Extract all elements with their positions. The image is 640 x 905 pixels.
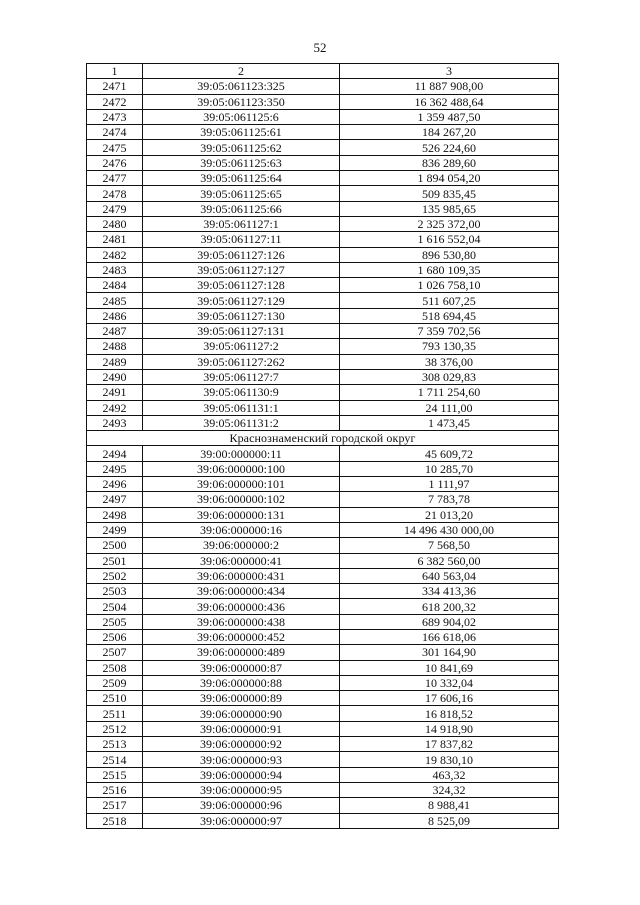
table-row: [87, 125, 559, 140]
table-row: [87, 798, 559, 813]
cadastral-number-cell: 39:06:000000:438: [143, 614, 340, 629]
cadastral-value-cell: 14 918,90: [340, 721, 559, 736]
cadastral-value-cell: 16 362 488,64: [340, 94, 559, 109]
cadastral-number-cell: 39:06:000000:489: [143, 645, 340, 660]
cadastral-value-cell: 10 285,70: [340, 461, 559, 476]
table-row: [87, 415, 559, 430]
table-row: [87, 369, 559, 384]
row-number-cell: 2490: [87, 369, 143, 384]
table-row: [87, 109, 559, 124]
row-number-cell: 2517: [87, 798, 143, 813]
row-number-cell: 2509: [87, 675, 143, 690]
cadastral-number-cell: 39:06:000000:41: [143, 553, 340, 568]
row-number-cell: 2501: [87, 553, 143, 568]
cadastral-number-cell: 39:05:061125:66: [143, 201, 340, 216]
cadastral-value-cell: 14 496 430 000,00: [340, 522, 559, 537]
table-row: [87, 645, 559, 660]
row-number-cell: 2512: [87, 721, 143, 736]
cadastral-number-cell: 39:06:000000:95: [143, 782, 340, 797]
table-row: [87, 782, 559, 797]
row-number-cell: 2474: [87, 125, 143, 140]
row-number-cell: 2492: [87, 400, 143, 415]
cadastral-number-cell: 39:06:000000:94: [143, 767, 340, 782]
cadastral-value-cell: 21 013,20: [340, 507, 559, 522]
cadastral-value-cell: 518 694,45: [340, 308, 559, 323]
cadastral-value-cell: 509 835,45: [340, 186, 559, 201]
table-row: [87, 538, 559, 553]
table-row: [87, 691, 559, 706]
table-row: [87, 446, 559, 461]
row-number-cell: 2483: [87, 262, 143, 277]
row-number-cell: 2488: [87, 339, 143, 354]
cadastral-number-cell: 39:05:061127:128: [143, 278, 340, 293]
table-row: [87, 247, 559, 262]
cadastral-value-cell: 301 164,90: [340, 645, 559, 660]
cadastral-number-cell: 39:05:061125:61: [143, 125, 340, 140]
row-number-cell: 2480: [87, 216, 143, 231]
cadastral-value-cell: 7 783,78: [340, 492, 559, 507]
row-number-cell: 2506: [87, 629, 143, 644]
cadastral-value-cell: 8 525,09: [340, 813, 559, 828]
table-row: [87, 721, 559, 736]
table-row: [87, 752, 559, 767]
cadastral-number-cell: 39:06:000000:97: [143, 813, 340, 828]
cadastral-value-cell: 10 332,04: [340, 675, 559, 690]
cadastral-number-cell: 39:05:061127:131: [143, 324, 340, 339]
cadastral-value-cell: 324,32: [340, 782, 559, 797]
cadastral-number-cell: 39:06:000000:90: [143, 706, 340, 721]
row-number-cell: 2471: [87, 79, 143, 94]
header-row: [87, 64, 559, 79]
cadastral-number-cell: 39:05:061125:62: [143, 140, 340, 155]
cadastral-number-cell: 39:05:061127:7: [143, 369, 340, 384]
row-number-cell: 2510: [87, 691, 143, 706]
table-row: [87, 94, 559, 109]
cadastral-number-cell: 39:06:000000:436: [143, 599, 340, 614]
cadastral-number-cell: 39:05:061127:127: [143, 262, 340, 277]
row-number-cell: 2505: [87, 614, 143, 629]
cadastral-value-cell: 526 224,60: [340, 140, 559, 155]
table-row: [87, 629, 559, 644]
table-row: [87, 584, 559, 599]
cadastral-number-cell: 39:06:000000:452: [143, 629, 340, 644]
row-number-cell: 2478: [87, 186, 143, 201]
cadastral-value-cell: 640 563,04: [340, 568, 559, 583]
cadastral-number-cell: 39:05:061127:129: [143, 293, 340, 308]
cadastral-value-table: [86, 63, 559, 829]
cadastral-value-cell: 45 609,72: [340, 446, 559, 461]
cadastral-value-cell: 793 130,35: [340, 339, 559, 354]
cadastral-value-cell: 16 818,52: [340, 706, 559, 721]
row-number-cell: 2503: [87, 584, 143, 599]
row-number-cell: 2484: [87, 278, 143, 293]
table-row: [87, 400, 559, 415]
row-number-cell: 2494: [87, 446, 143, 461]
cadastral-value-cell: 463,32: [340, 767, 559, 782]
cadastral-number-cell: 39:06:000000:102: [143, 492, 340, 507]
table-row: [87, 155, 559, 170]
table-row: [87, 262, 559, 277]
cadastral-value-cell: 19 830,10: [340, 752, 559, 767]
row-number-cell: 2507: [87, 645, 143, 660]
cadastral-number-cell: 39:05:061127:1: [143, 216, 340, 231]
table-row: [87, 813, 559, 828]
cadastral-number-cell: 39:06:000000:434: [143, 584, 340, 599]
cadastral-number-cell: 39:05:061127:11: [143, 232, 340, 247]
header-cell-3: 3: [340, 64, 559, 79]
cadastral-value-cell: 1 473,45: [340, 415, 559, 430]
table-row: [87, 614, 559, 629]
cadastral-number-cell: 39:05:061123:325: [143, 79, 340, 94]
table-row: [87, 706, 559, 721]
cadastral-value-cell: 184 267,20: [340, 125, 559, 140]
cadastral-value-cell: 689 904,02: [340, 614, 559, 629]
row-number-cell: 2516: [87, 782, 143, 797]
cadastral-number-cell: 39:05:061125:64: [143, 171, 340, 186]
row-number-cell: 2475: [87, 140, 143, 155]
cadastral-value-cell: 8 988,41: [340, 798, 559, 813]
row-number-cell: 2518: [87, 813, 143, 828]
table-row: [87, 293, 559, 308]
cadastral-number-cell: 39:06:000000:431: [143, 568, 340, 583]
cadastral-number-cell: 39:05:061125:65: [143, 186, 340, 201]
row-number-cell: 2514: [87, 752, 143, 767]
cadastral-value-cell: 511 607,25: [340, 293, 559, 308]
row-number-cell: 2476: [87, 155, 143, 170]
cadastral-value-cell: 135 985,65: [340, 201, 559, 216]
table-row: [87, 308, 559, 323]
table-row: [87, 385, 559, 400]
row-number-cell: 2479: [87, 201, 143, 216]
row-number-cell: 2513: [87, 737, 143, 752]
table-row: [87, 461, 559, 476]
row-number-cell: 2477: [87, 171, 143, 186]
row-number-cell: 2485: [87, 293, 143, 308]
row-number-cell: 2472: [87, 94, 143, 109]
cadastral-value-cell: 308 029,83: [340, 369, 559, 384]
row-number-cell: 2486: [87, 308, 143, 323]
cadastral-number-cell: 39:05:061127:130: [143, 308, 340, 323]
table-row: [87, 492, 559, 507]
cadastral-value-cell: 1 359 487,50: [340, 109, 559, 124]
row-number-cell: 2489: [87, 354, 143, 369]
page-number: 52: [313, 40, 327, 55]
cadastral-value-cell: 17 837,82: [340, 737, 559, 752]
cadastral-number-cell: 39:06:000000:2: [143, 538, 340, 553]
cadastral-number-cell: 39:06:000000:92: [143, 737, 340, 752]
table-row: [87, 339, 559, 354]
cadastral-number-cell: 39:05:061127:126: [143, 247, 340, 262]
cadastral-number-cell: 39:06:000000:16: [143, 522, 340, 537]
row-number-cell: 2482: [87, 247, 143, 262]
cadastral-number-cell: 39:06:000000:91: [143, 721, 340, 736]
cadastral-number-cell: 39:05:061130:9: [143, 385, 340, 400]
cadastral-value-cell: 7 568,50: [340, 538, 559, 553]
table-row: [87, 79, 559, 94]
cadastral-value-cell: 1 711 254,60: [340, 385, 559, 400]
table-row: [87, 354, 559, 369]
row-number-cell: 2498: [87, 507, 143, 522]
row-number-cell: 2493: [87, 415, 143, 430]
cadastral-value-cell: 166 618,06: [340, 629, 559, 644]
table-row: [87, 675, 559, 690]
table-row: [87, 216, 559, 231]
row-number-cell: 2473: [87, 109, 143, 124]
table-row: [87, 568, 559, 583]
cadastral-value-cell: 2 325 372,00: [340, 216, 559, 231]
header-cell-2: 2: [143, 64, 340, 79]
row-number-cell: 2502: [87, 568, 143, 583]
row-number-cell: 2500: [87, 538, 143, 553]
table-row: [87, 171, 559, 186]
table-row: [87, 553, 559, 568]
row-number-cell: 2481: [87, 232, 143, 247]
cadastral-number-cell: 39:05:061125:63: [143, 155, 340, 170]
cadastral-value-cell: 17 606,16: [340, 691, 559, 706]
table-row: [87, 201, 559, 216]
row-number-cell: 2495: [87, 461, 143, 476]
cadastral-number-cell: 39:05:061125:6: [143, 109, 340, 124]
cadastral-number-cell: 39:06:000000:100: [143, 461, 340, 476]
row-number-cell: 2504: [87, 599, 143, 614]
cadastral-number-cell: 39:05:061123:350: [143, 94, 340, 109]
cadastral-value-cell: 618 200,32: [340, 599, 559, 614]
cadastral-number-cell: 39:05:061131:2: [143, 415, 340, 430]
cadastral-number-cell: 39:06:000000:101: [143, 477, 340, 492]
table-row: [87, 507, 559, 522]
cadastral-value-cell: 7 359 702,56: [340, 324, 559, 339]
cadastral-number-cell: 39:05:061127:2: [143, 339, 340, 354]
cadastral-value-cell: 38 376,00: [340, 354, 559, 369]
table-row: [87, 767, 559, 782]
cadastral-value-cell: 896 530,80: [340, 247, 559, 262]
cadastral-number-cell: 39:00:000000:11: [143, 446, 340, 461]
cadastral-value-cell: 11 887 908,00: [340, 79, 559, 94]
cadastral-value-cell: 1 111,97: [340, 477, 559, 492]
cadastral-number-cell: 39:05:061131:1: [143, 400, 340, 415]
header-cell-1: 1: [87, 64, 143, 79]
row-number-cell: 2491: [87, 385, 143, 400]
row-number-cell: 2487: [87, 324, 143, 339]
cadastral-value-cell: 1 894 054,20: [340, 171, 559, 186]
row-number-cell: 2515: [87, 767, 143, 782]
table-row: [87, 660, 559, 675]
table-row: [87, 599, 559, 614]
table-row: [87, 140, 559, 155]
table-row: [87, 278, 559, 293]
cadastral-number-cell: 39:06:000000:96: [143, 798, 340, 813]
cadastral-value-cell: 1 026 758,10: [340, 278, 559, 293]
row-number-cell: 2511: [87, 706, 143, 721]
table-body: [87, 64, 559, 829]
cadastral-number-cell: 39:06:000000:93: [143, 752, 340, 767]
cadastral-value-cell: 24 111,00: [340, 400, 559, 415]
row-number-cell: 2499: [87, 522, 143, 537]
table-row: [87, 477, 559, 492]
cadastral-number-cell: 39:05:061127:262: [143, 354, 340, 369]
table-row: [87, 737, 559, 752]
cadastral-value-cell: 10 841,69: [340, 660, 559, 675]
table-row: [87, 324, 559, 339]
section-row: [87, 431, 559, 446]
row-number-cell: 2508: [87, 660, 143, 675]
cadastral-value-cell: 334 413,36: [340, 584, 559, 599]
cadastral-value-cell: 1 616 552,04: [340, 232, 559, 247]
section-title: Краснознаменский городской округ: [87, 431, 559, 446]
cadastral-value-cell: 1 680 109,35: [340, 262, 559, 277]
cadastral-number-cell: 39:06:000000:89: [143, 691, 340, 706]
row-number-cell: 2496: [87, 477, 143, 492]
cadastral-value-cell: 6 382 560,00: [340, 553, 559, 568]
cadastral-number-cell: 39:06:000000:131: [143, 507, 340, 522]
cadastral-number-cell: 39:06:000000:87: [143, 660, 340, 675]
table-row: [87, 232, 559, 247]
table-row: [87, 522, 559, 537]
cadastral-value-cell: 836 289,60: [340, 155, 559, 170]
cadastral-number-cell: 39:06:000000:88: [143, 675, 340, 690]
row-number-cell: 2497: [87, 492, 143, 507]
table-row: [87, 186, 559, 201]
